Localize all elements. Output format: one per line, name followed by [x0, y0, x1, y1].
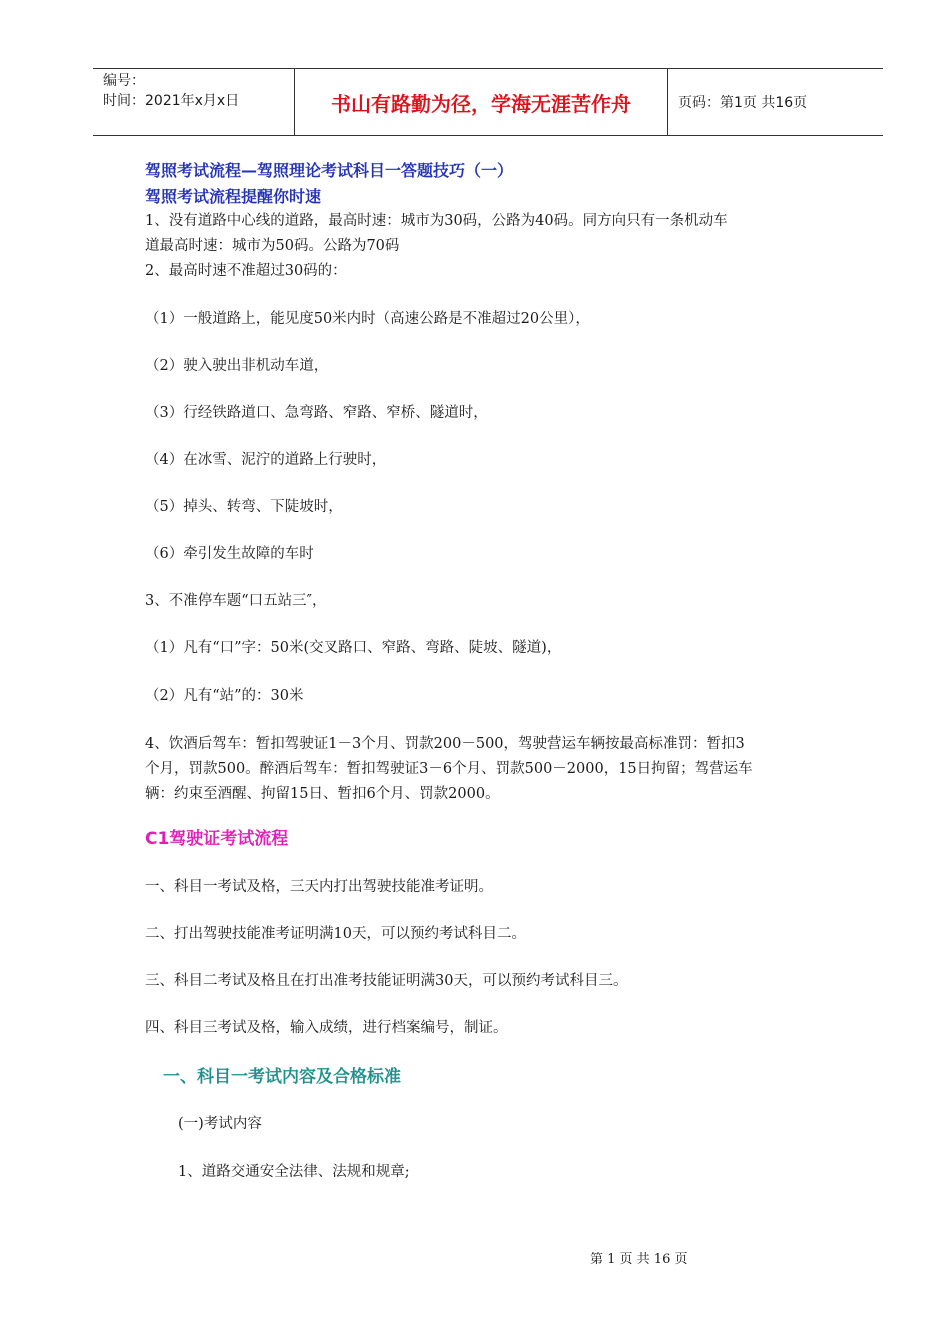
step-3: 三、科目二考试及格且在打出准考技能证明满30天，可以预约考试科目三。	[145, 973, 628, 989]
step-4: 四、科目三考试及格，输入成绩，进行档案编号，制证。	[145, 1020, 508, 1036]
list-item-1: （1）一般道路上，能见度50米内时（高速公路是不准超过20公里），	[145, 311, 590, 327]
paragraph-4c: 辆：约束至酒醒、拘留15日、暂扣6个月、罚款2000。	[145, 786, 500, 802]
paragraph-3: 3、不准停车题“口五站三″，	[145, 593, 327, 609]
header-page-info: 页码：第1页 共16页	[678, 95, 808, 111]
step-2: 二、打出驾驶技能准考证明满10天，可以预约考试科目二。	[145, 926, 526, 942]
paragraph-4b: 个月，罚款500。醉酒后驾车：暂扣驾驶证3－6个月、罚款500－2000，15日拘留；驾营运车	[145, 761, 753, 777]
header-meta	[93, 69, 295, 135]
subsection-heading: (一)考试内容	[178, 1116, 262, 1132]
list-item-3: （3）行经铁路道口、急弯路、窄路、窄桥、隧道时，	[145, 405, 488, 421]
paragraph-2: 2、最高时速不准超过30码的：	[145, 263, 347, 279]
c1-section-title: C1驾驶证考试流程	[145, 829, 289, 849]
stop-rule-1: （1）凡有“口”字：50米(交叉路口、窄路、弯路、陡坡、隧道)，	[145, 640, 562, 656]
doc-title-1: 驾照考试流程—驾照理论考试科目一答题技巧（一）	[145, 161, 514, 180]
stop-rule-2: （2）凡有“站”的：30米	[145, 688, 304, 704]
list-item-4: （4）在冰雪、泥泞的道路上行驶时，	[145, 452, 387, 468]
paragraph-1a: 1、没有道路中心线的道路，最高时速：城市为30码，公路为40码。同方向只有一条机动车	[145, 213, 728, 229]
list-item-2: （2）驶入驶出非机动车道，	[145, 358, 329, 374]
content-item-1: 1、道路交通安全法律、法规和规章;	[178, 1164, 410, 1180]
list-item-6: （6）牵引发生故障的车时	[145, 546, 314, 562]
header-number-label: 编号：	[103, 73, 145, 89]
step-1: 一、科目一考试及格，三天内打出驾驶技能准考证明。	[145, 879, 493, 895]
paragraph-1b: 道最高时速：城市为50码。公路为70码	[145, 238, 400, 254]
doc-title-2: 驾照考试流程提醒你时速	[145, 187, 322, 206]
paragraph-4a: 4、饮酒后驾车：暂扣驾驶证1－3个月、罚款200－500，驾驶营运车辆按最高标准罚：暂扣3	[145, 736, 745, 752]
page-footer: 第 1 页 共 16 页	[590, 1252, 688, 1267]
section-heading: 一、科目一考试内容及合格标准	[163, 1067, 401, 1087]
page-header	[93, 68, 883, 136]
header-time: 时间：2021年x月x日	[103, 93, 240, 109]
header-motto: 书山有路勤为径，学海无涯苦作舟	[295, 69, 668, 135]
list-item-5: （5）掉头、转弯、下陡坡时，	[145, 499, 343, 515]
